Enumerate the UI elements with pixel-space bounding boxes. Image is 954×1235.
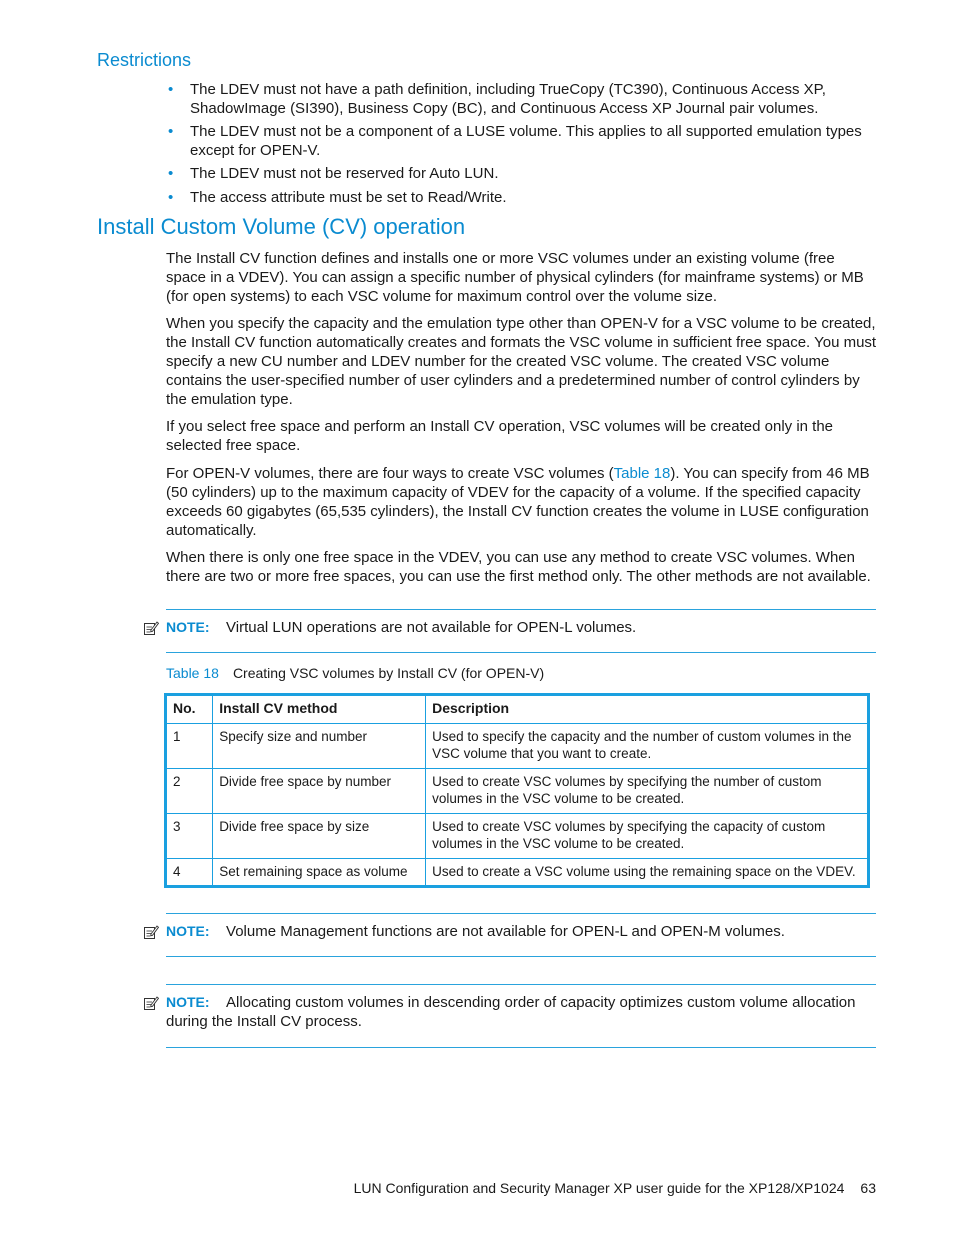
table-row: 2 Divide free space by number Used to create VSC volumes by specifying the number of custom volumes in the VSC volume to be created. (166, 769, 869, 814)
header-no: No. (166, 695, 213, 724)
list-item: • The LDEV must not have a path definition, including TrueCopy (TC390), Continuous Access XP, ShadowImage (SI390), Business Copy (BC), and Continuous Access XP Journal pair volumes. (168, 81, 826, 117)
note-pencil-icon (143, 620, 159, 636)
restrictions-heading: Restrictions (97, 50, 192, 70)
table-row: 4 Set remaining space as volume Used to create a VSC volume using the remaining space on the VDEV. (166, 859, 869, 887)
table-header-row (166, 695, 869, 724)
note-text: Volume Management functions are not available for OPEN-L and OPEN-M volumes. (226, 923, 785, 940)
bullet-icon: • (168, 81, 174, 98)
bullet-icon: • (168, 188, 174, 206)
note-label: NOTE: (166, 619, 210, 635)
table-caption-text: Creating VSC volumes by Install CV (for OPEN-V) (232, 665, 545, 681)
note-text: Allocating custom volumes in descending order of capacity optimizes custom volume allocation during the Install CV process. (166, 994, 856, 1030)
header-method: Install CV method (213, 695, 426, 724)
note-1 (166, 618, 876, 637)
table-18-link[interactable]: Table 18 (613, 465, 671, 482)
paragraph-1: The Install CV function defines and installs one or more VSC volumes under an existing volume (free space in a VDEV). You can assign a specific number of physical cylinders (for mainframe systems) or MB (for open systems) to each VSC volume for maximum control over the volume size. (166, 250, 864, 305)
paragraph-4: For OPEN-V volumes, there are four ways to create VSC volumes (Table 18). You can specify from 46 MB (50 cylinders) up to the maximum capacity of VDEV for the capacity of a volume. If the specified capacity exceeds 60 gigabytes (65,535 cylinders), the Install CV function creates the volume in LUSE configuration automatically. (166, 465, 870, 539)
bullet-icon: • (168, 165, 174, 182)
note-pencil-icon (143, 924, 159, 940)
restrictions-list (166, 81, 866, 212)
footer-title: LUN Configuration and Security Manager XP user guide for the XP128/XP1024 (353, 1180, 845, 1196)
page-footer (354, 1180, 876, 1196)
page-number: 63 (860, 1180, 876, 1196)
table-caption (166, 665, 544, 681)
paragraph-5: When there is only one free space in the VDEV, you can use any method to create VSC volumes. When there are two or more free spaces, you can use the first method only. The other methods are not available. (166, 549, 871, 585)
note-text: Virtual LUN operations are not available for OPEN-L volumes. (226, 619, 637, 636)
note-label: NOTE: (166, 923, 210, 939)
table-number: Table 18 (166, 665, 219, 681)
note-2 (166, 922, 876, 941)
note-label: NOTE: (166, 994, 210, 1010)
list-item: • The LDEV must not be a component of a LUSE volume. This applies to all supported emulation types except for OPEN-V. (168, 123, 862, 159)
header-description: Description (426, 695, 869, 724)
install-cv-table (164, 693, 870, 888)
paragraph-3: If you select free space and perform an Install CV operation, VSC volumes will be created only in the selected free space. (166, 418, 834, 454)
section-heading: Install Custom Volume (CV) operation (97, 214, 466, 239)
bullet-icon: • (168, 123, 174, 140)
paragraph-2: When you specify the capacity and the emulation type other than OPEN-V for a VSC volume to be created, the Install CV function automatically creates and formats the VSC volume in sufficient free space. You must specify a new CU number and LDEV number for the created VSC volume. The created VSC volume contains the user-specified number of user cylinders and a predetermined number of control cylinders by the emulation type. (166, 315, 877, 408)
list-item: • The access attribute must be set to Read/Write. (168, 188, 507, 206)
note-3 (166, 993, 871, 1031)
table-row: 1 Specify size and number Used to specify the capacity and the number of custom volumes in the VSC volume that you want to create. (166, 724, 869, 769)
list-item: • The LDEV must not be reserved for Auto LUN. (168, 165, 499, 182)
table-row: 3 Divide free space by size Used to create VSC volumes by specifying the capacity of custom volumes in the VSC volume to be created. (166, 814, 869, 859)
note-pencil-icon (143, 995, 159, 1011)
